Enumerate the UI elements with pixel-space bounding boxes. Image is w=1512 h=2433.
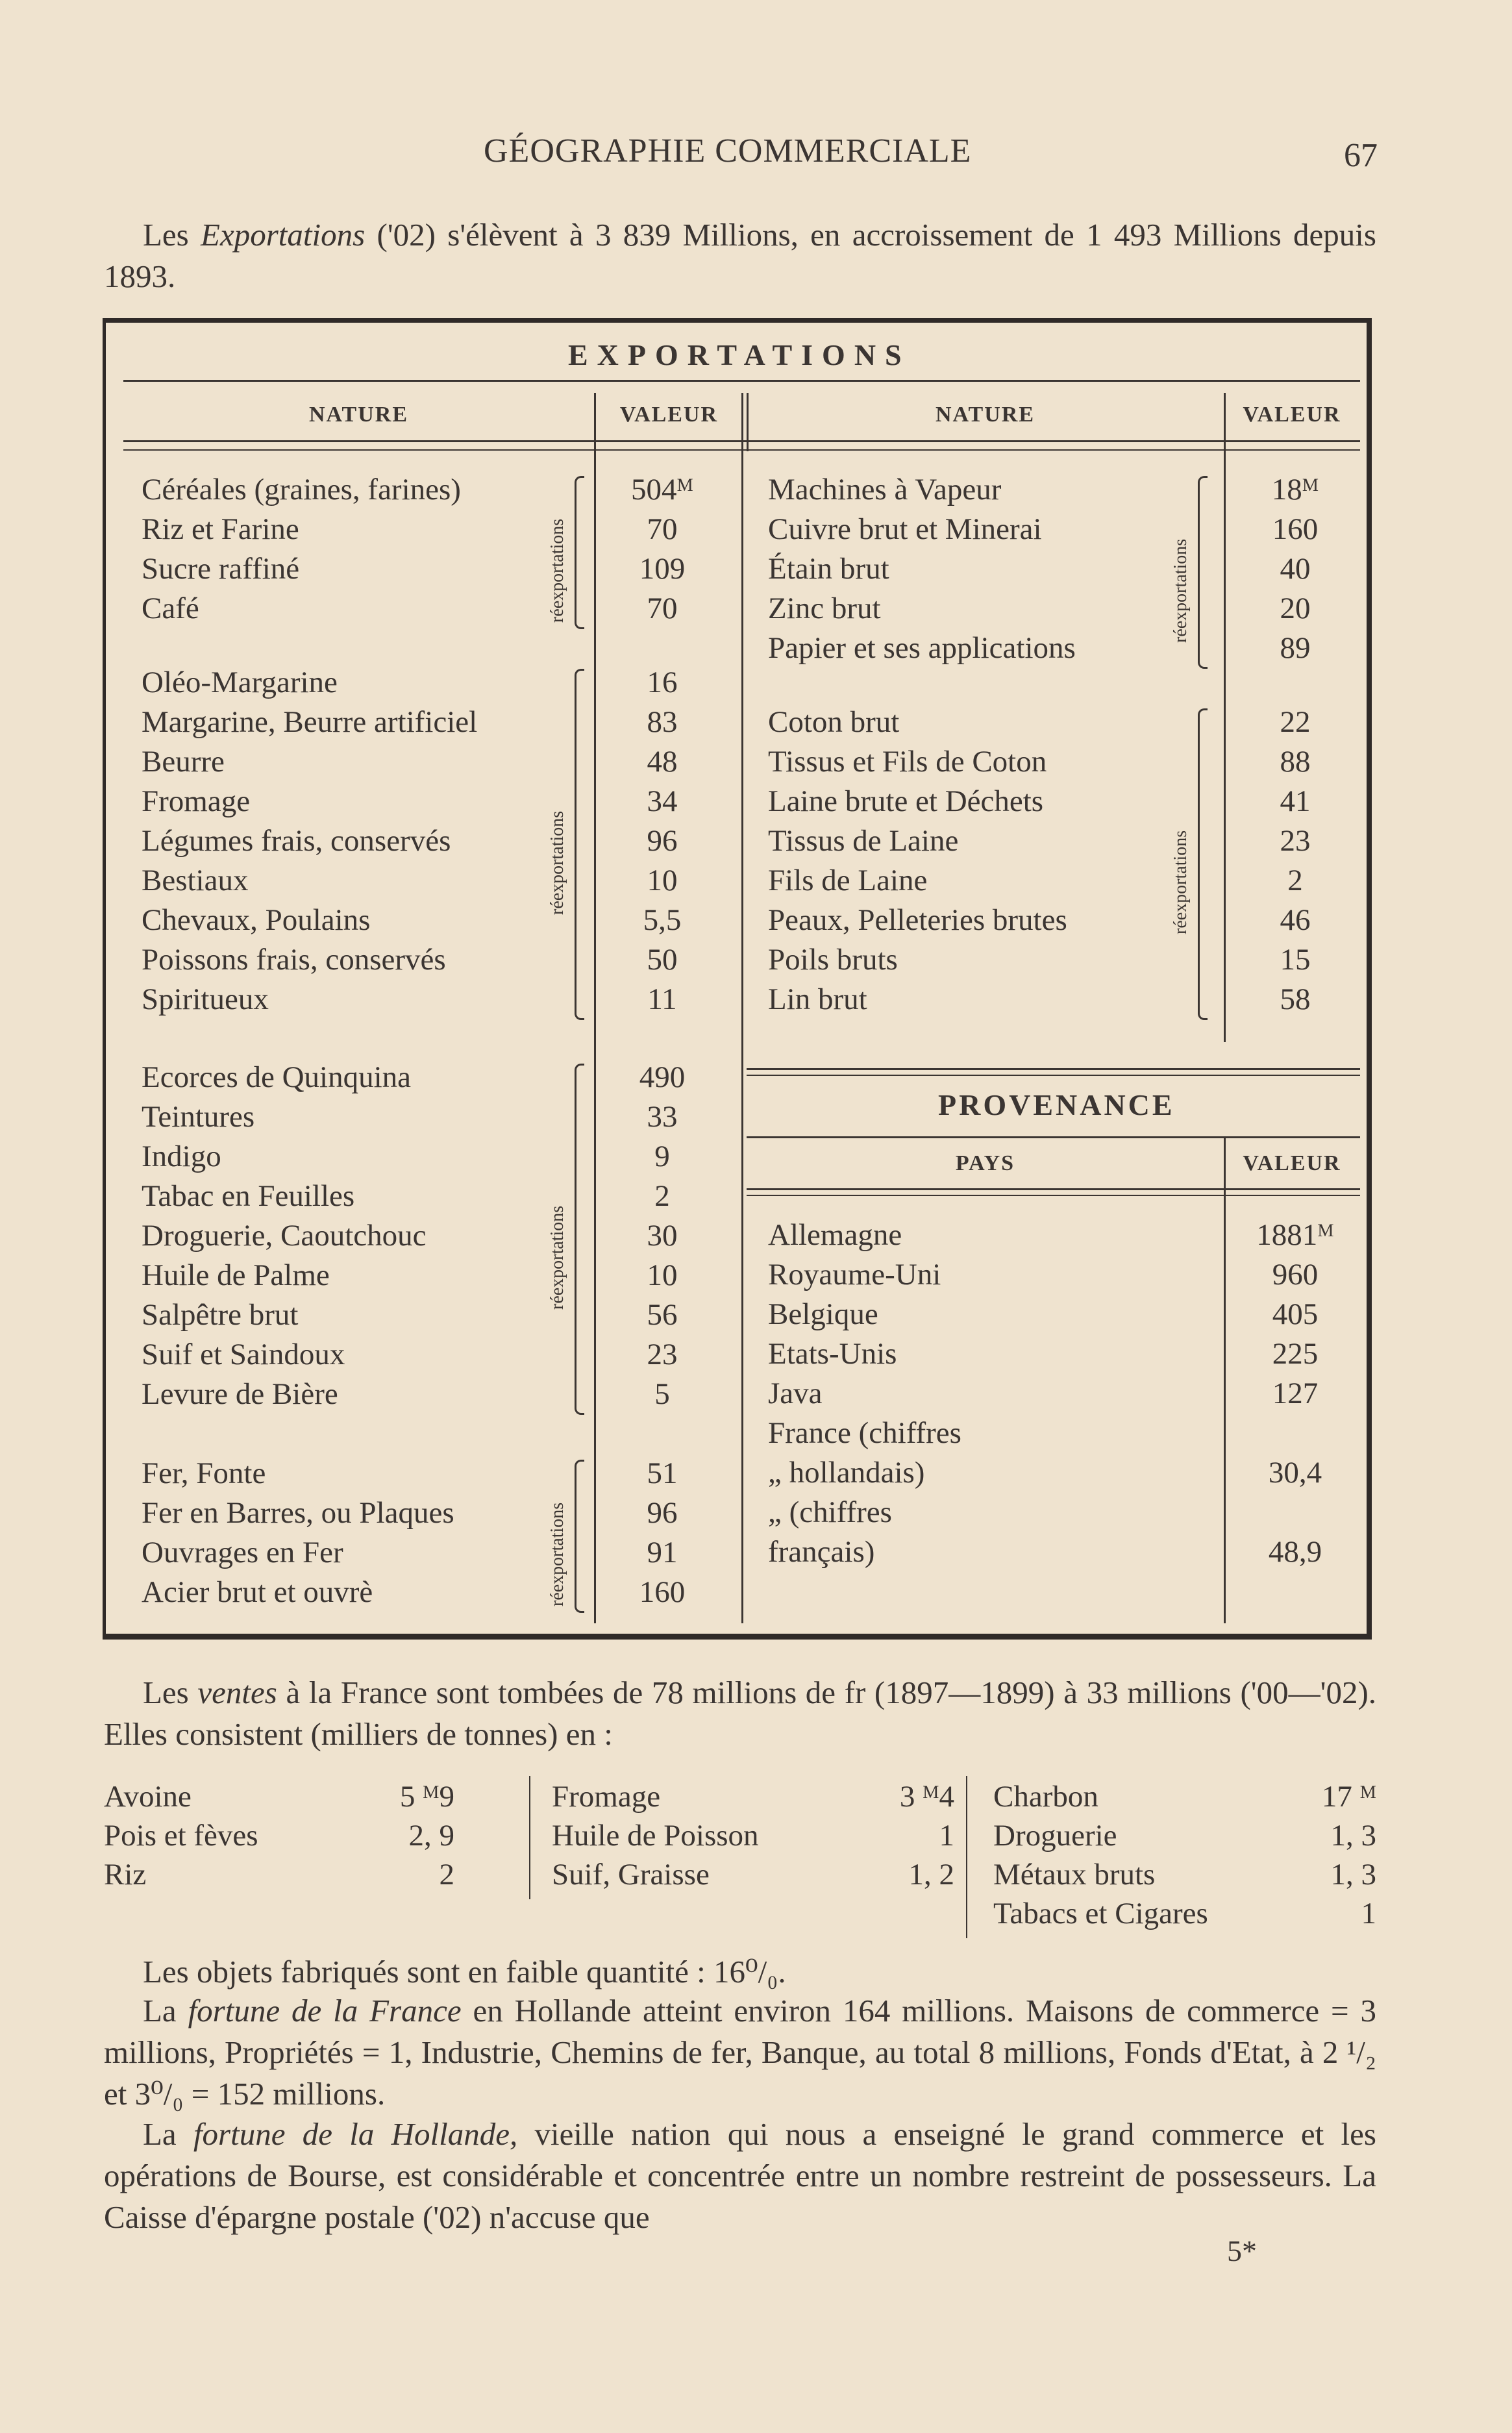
table-row-nature: Poissons frais, conservés [142,943,446,977]
table-row-nature: Bestiaux [142,864,249,897]
provenance-pays: français) [768,1535,875,1569]
ventes-amount: 1, 3 [1330,1819,1376,1853]
ventes-amount: 1, 3 [1330,1858,1376,1891]
table-row-valeur: 51 [647,1456,678,1490]
reexport-label: réexportations [547,1502,567,1606]
table-row-valeur: 30 [647,1219,678,1253]
table-row-valeur: 56 [647,1298,678,1332]
table-row-nature: Suif et Saindoux [142,1338,345,1371]
ventes-paragraph: Les ventes à la France sont tombées de 78 millions de fr (1897—1899) à 33 millions ('00—'02). Elles consistent (milliers de tonnes) en : [104,1675,1377,1752]
table-row-nature: Margarine, Beurre artificiel [142,705,478,739]
reexport-label: réexportations [1171,538,1191,643]
ventes-amount: 5 ᴹ9 [399,1780,454,1814]
table-row-nature: Fer, Fonte [142,1456,266,1490]
table-row-nature: Oléo-Margarine [142,666,338,699]
table-row-valeur: 34 [647,784,678,818]
provenance-pays: Belgique [768,1297,878,1331]
ventes-item: Fromage [552,1780,661,1814]
ventes-item: Tabacs et Cigares [993,1897,1208,1930]
provenance-valeur: 1881ᴹ [1256,1218,1334,1252]
intro-paragraph: Les Exportations ('02) s'élèvent à 3 839 Millions, en accroissement de 1 493 Millions depuis 1893. [104,217,1376,294]
table-row-nature: Café [142,592,199,625]
group-brace [1198,476,1208,669]
provenance-valeur: 225 [1272,1337,1319,1371]
table-row-nature: Fromage [142,784,251,818]
table-row-valeur: 5 [654,1377,670,1411]
col-valeur-right: VALEUR [1243,403,1341,427]
table-row-valeur: 33 [647,1100,678,1134]
table-row-valeur: 160 [639,1575,686,1609]
table-row-nature: Teintures [142,1100,255,1134]
table-row-valeur: 15 [1280,943,1311,977]
table-row-nature: Cuivre brut et Minerai [768,512,1042,546]
provenance-valeur: 405 [1272,1297,1319,1331]
group-brace [575,476,584,629]
table-row-valeur: 89 [1280,631,1311,665]
table-row-nature: Tabac en Feuilles [142,1179,355,1213]
ventes-item: Riz [104,1858,147,1891]
table-row-nature: Fils de Laine [768,864,928,897]
table-row-nature: Ecorces de Quinquina [142,1060,412,1094]
table-row-nature: Coton brut [768,705,900,739]
col-pays: PAYS [955,1151,1015,1175]
table-row-nature: Légumes frais, conservés [142,824,451,858]
ventes-item: Métaux bruts [993,1858,1156,1891]
table-row-valeur: 40 [1280,552,1311,586]
table-row-nature: Machines à Vapeur [768,473,1002,506]
table-row-valeur: 9 [654,1140,670,1173]
table-row-nature: Levure de Bière [142,1377,338,1411]
table-row-nature: Fer en Barres, ou Plaques [142,1496,454,1530]
table-row-nature: Ouvrages en Fer [142,1536,343,1569]
table-row-valeur: 70 [647,512,678,546]
table-row-valeur: 23 [1280,824,1311,858]
table-row-nature: Peaux, Pelleteries brutes [768,903,1067,937]
provenance-valeur: 960 [1272,1258,1319,1291]
reexport-label: réexportations [1171,830,1191,934]
ventes-item: Charbon [993,1780,1098,1814]
ventes-amount: 2, 9 [408,1819,454,1853]
col-valeur-left: VALEUR [619,403,719,427]
ventes-item: Pois et fèves [104,1819,258,1853]
reexport-label: réexportations [547,810,567,915]
ventes-amount: 17 ᴹ [1321,1780,1376,1814]
table-row-nature: Riz et Farine [142,512,299,546]
provenance-valeur: 127 [1272,1377,1319,1410]
ventes-item: Avoine [104,1780,192,1814]
table-row-nature: Droguerie, Caoutchouc [142,1219,427,1253]
table-row-valeur: 10 [647,864,678,897]
table-row-nature: Acier brut et ouvrè [142,1575,373,1609]
provenance-pays: Allemagne [768,1218,902,1252]
ventes-item: Suif, Graisse [552,1858,710,1891]
table-row-valeur: 91 [647,1536,678,1569]
page-number: 67 [1344,137,1378,174]
table-row-valeur: 88 [1280,745,1311,779]
table-row-valeur: 23 [647,1338,678,1371]
col-nature-right: NATURE [935,403,1035,427]
ventes-amount: 1 [1361,1897,1376,1930]
provenance-valeur: 30,4 [1268,1456,1322,1490]
col-valeur-provenance: VALEUR [1243,1151,1341,1175]
signature-mark: 5* [1227,2234,1257,2267]
ventes-item: Huile de Poisson [552,1819,759,1853]
table-row-nature: Poils bruts [768,943,898,977]
table-row-nature: Indigo [142,1140,221,1173]
table-row-valeur: 11 [647,982,677,1016]
table-row-nature: Tissus et Fils de Coton [768,745,1047,779]
table-row-nature: Salpêtre brut [142,1298,299,1332]
table-row-nature: Laine brute et Déchets [768,784,1044,818]
table-row-valeur: 2 [654,1179,670,1213]
reexport-label: réexportations [547,518,567,623]
provenance-valeur: 48,9 [1268,1535,1322,1569]
table-row-nature: Lin brut [768,982,867,1016]
table-row-valeur: 83 [647,705,678,739]
provenance-pays: France (chiffres [768,1416,961,1450]
table-row-valeur: 20 [1280,592,1311,625]
fortune-hollande-paragraph: La fortune de la Hollande, vieille nation qui nous a enseigné le grand commerce et les opérations de Bourse, est considérable et concentrée entre un nombre restreint de possesseurs. La Caisse d'épargne postale ('02) n'accuse que [104,2116,1376,2235]
running-header: GÉOGRAPHIE COMMERCIALE [484,132,972,169]
table-row-valeur: 109 [639,552,686,586]
table-row-valeur: 490 [639,1060,686,1094]
table-row-valeur: 96 [647,1496,678,1530]
ventes-amount: 1, 2 [908,1858,954,1891]
ventes-amount: 3 ᴹ4 [899,1780,954,1814]
objets-paragraph: Les objets fabriqués sont en faible quantité : 16⁰/₀. [143,1954,786,1990]
ventes-amount: 2 [439,1858,454,1891]
ventes-item: Droguerie [993,1819,1117,1853]
ventes-amount: 1 [939,1819,954,1853]
table-row-nature: Chevaux, Poulains [142,903,371,937]
table-row-valeur: 50 [647,943,678,977]
table-caption: EXPORTATIONS [568,338,911,371]
table-row-valeur: 2 [1287,864,1303,897]
provenance-pays: „ hollandais) [768,1456,925,1490]
table-row-nature: Huile de Palme [142,1258,330,1292]
group-brace [575,1460,584,1613]
table-row-valeur: 16 [647,666,678,699]
table-row-valeur: 41 [1280,784,1311,818]
table-row-valeur: 5,5 [643,903,682,937]
table-row-valeur: 96 [647,824,678,858]
table-row-nature: Papier et ses applications [768,631,1076,665]
provenance-pays: Etats-Unis [768,1337,897,1371]
provenance-pays: „ (chiffres [768,1495,892,1529]
table-row-valeur: 18ᴹ [1271,473,1319,506]
table-row-nature: Sucre raffiné [142,552,300,586]
table-row-nature: Étain brut [768,552,889,586]
table-row-valeur: 10 [647,1258,678,1292]
table-row-valeur: 58 [1280,982,1311,1016]
table-row-nature: Spiritueux [142,982,269,1016]
provenance-caption: PROVENANCE [938,1088,1175,1121]
table-row-nature: Tissus de Laine [768,824,959,858]
provenance-pays: Java [768,1377,823,1410]
table-row-valeur: 22 [1280,705,1311,739]
group-brace [1198,708,1208,1020]
table-row-valeur: 504ᴹ [631,473,693,506]
table-row-valeur: 46 [1280,903,1311,937]
table-row-nature: Zinc brut [768,592,881,625]
reexport-label: réexportations [547,1205,567,1310]
provenance-pays: Royaume-Uni [768,1258,941,1291]
fortune-france-paragraph: La fortune de la France en Hollande atteint environ 164 millions. Maisons de commerce = 3 millions, Propriétés = 1, Industrie, Chemins de fer, Banque, au total 8 millions, Fonds d'Etat, à 2 ¹/₂ et 3⁰/₀ = 152 millions. [104,1993,1377,2112]
table-row-valeur: 70 [647,592,678,625]
table-row-nature: Céréales (graines, farines) [142,473,461,506]
table-row-nature: Beurre [142,745,225,779]
table-row-valeur: 48 [647,745,678,779]
table-row-valeur: 160 [1272,512,1319,546]
group-brace [575,1064,584,1415]
group-brace [575,669,584,1020]
col-nature-left: NATURE [308,403,409,427]
